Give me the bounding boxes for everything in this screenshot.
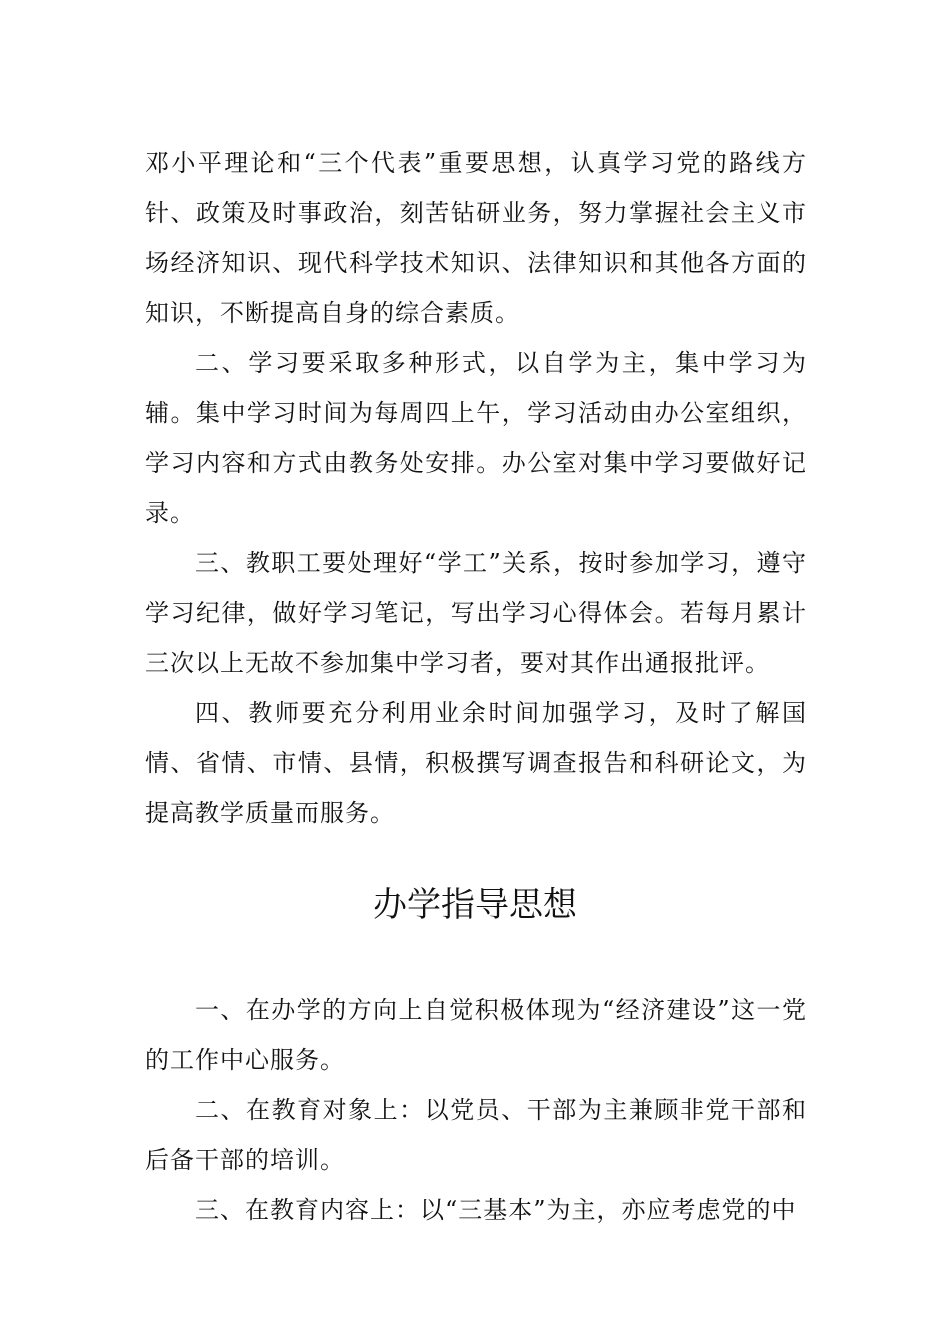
paragraph-continuation: 邓小平理论和“三个代表”重要思想，认真学习党的路线方针、政策及时事政治，刻苦钻研业务，努力掌握社会主义市场经济知识、现代科学技术知识、法律知识和其他各方面的知识，不断提高自身的综合素质。 — [145, 149, 807, 327]
paragraph-item-2: 二、学习要采取多种形式，以自学为主，集中学习为辅。集中学习时间为每周四上午，学习活动由办公室组织，学习内容和方式由教务处安排。办公室对集中学习要做好记录。 — [145, 349, 807, 527]
paragraph-item-3: 三、教职工要处理好“学工”关系，按时参加学习，遵守学习纪律，做好学习笔记，写出学习心得体会。若每月累计三次以上无故不参加集中学习者，要对其作出通报批评。 — [145, 549, 807, 677]
guideline-item-1: 一、在办学的方向上自觉积极体现为“经济建设”这一党的工作中心服务。 — [145, 996, 807, 1074]
paragraph-item-4: 四、教师要充分利用业余时间加强学习，及时了解国情、省情、市情、县情，积极撰写调查报告和科研论文，为提高教学质量而服务。 — [145, 699, 807, 827]
section-title: 办学指导思想 — [373, 885, 577, 925]
guideline-item-2: 二、在教育对象上：以党员、干部为主兼顾非党干部和后备干部的培训。 — [145, 1096, 807, 1174]
guideline-item-3: 三、在教育内容上：以“三基本”为主，亦应考虑党的中 — [195, 1196, 797, 1224]
